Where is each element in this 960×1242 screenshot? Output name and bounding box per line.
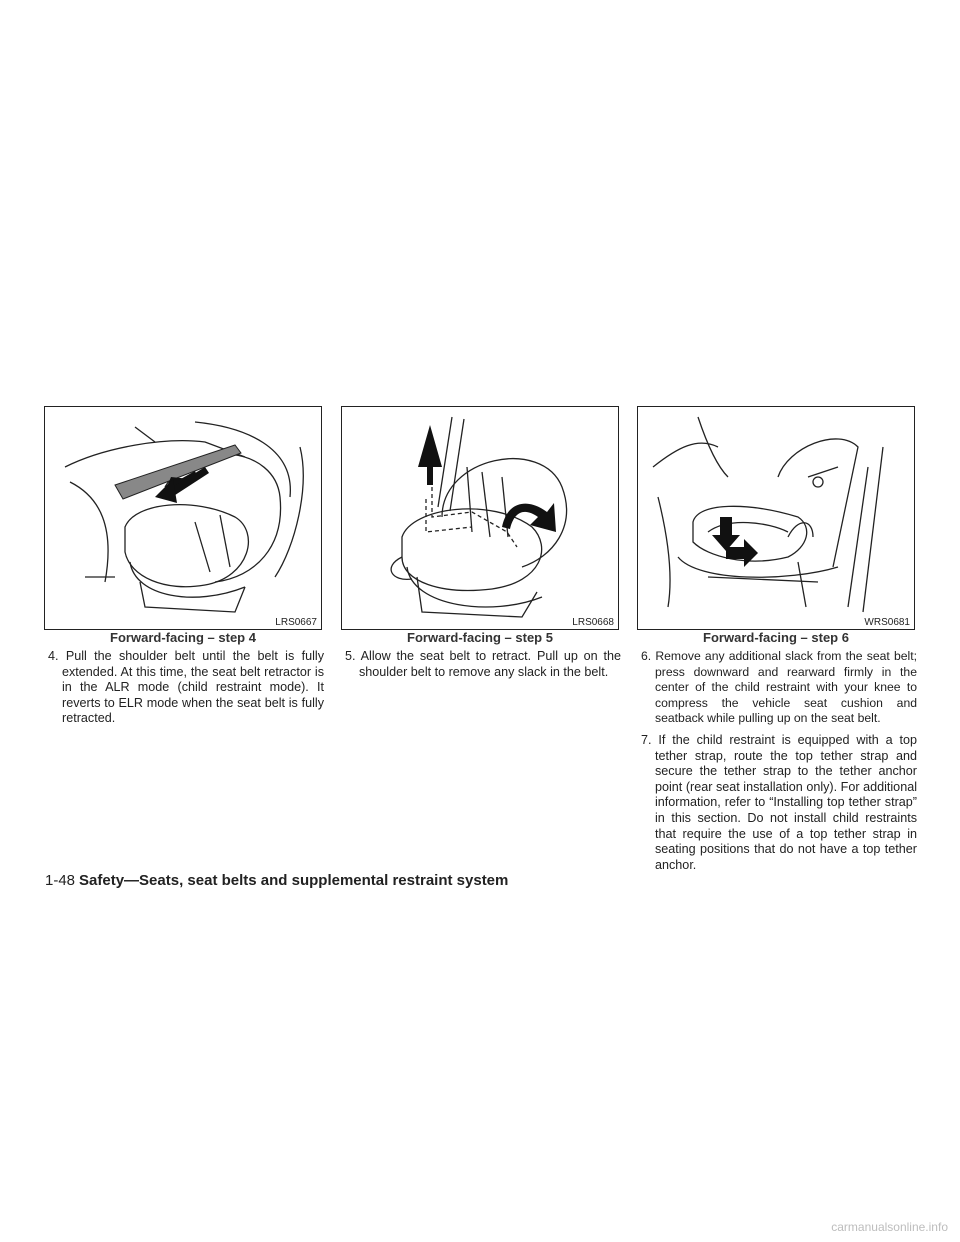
figure-caption: Forward-facing – step 4 bbox=[110, 630, 256, 645]
step-4-text: 4. Pull the shoulder belt until the belt is fully extended. At this time, the seat belt retractor is in the ALR mode (child restraint mode). It reverts to ELR mode when the seat belt is fully retracted. bbox=[48, 649, 324, 726]
figure-step-5 bbox=[341, 406, 619, 630]
step-5-text: 5. Allow the seat belt to retract. Pull up on the shoulder belt to remove any slack in the belt. bbox=[345, 649, 621, 679]
section-title: Safety—Seats, seat belts and supplemental restraint system bbox=[79, 872, 509, 889]
figure-step-6 bbox=[637, 406, 915, 630]
child-seat-illustration-step6 bbox=[638, 407, 914, 629]
step-6-text: 6. Remove any additional slack from the seat belt; press downward and rearward firmly in the center of the child restraint with your knee to compress the vehicle seat cushion and seatback while pulling up on the seat belt. bbox=[641, 649, 917, 726]
watermark: carmanualsonline.info bbox=[831, 1220, 948, 1234]
figure-code: WRS0681 bbox=[864, 617, 910, 628]
curved-arrow-icon bbox=[502, 503, 556, 532]
step-7-text: 7. If the child restraint is equipped with a top tether strap, route the top tether strap and secure the tether strap to the tether anchor point (rear seat installation only). For additional information, refer to “Installing top tether strap” in this section. Do not install child restraints that require the use of a top tether strap in seating positions that do not have a top tether anchor. bbox=[641, 733, 917, 872]
up-arrow-icon bbox=[418, 425, 442, 485]
figure-caption: Forward-facing – step 6 bbox=[703, 630, 849, 645]
child-seat-illustration-step4 bbox=[45, 407, 321, 629]
figure-caption: Forward-facing – step 5 bbox=[407, 630, 553, 645]
page-number: 1-48 bbox=[45, 872, 76, 889]
page-footer bbox=[45, 872, 508, 889]
figure-code: LRS0667 bbox=[275, 617, 317, 628]
child-seat-illustration-step5 bbox=[342, 407, 618, 629]
down-arrow-icon bbox=[712, 517, 740, 551]
figure-code: LRS0668 bbox=[572, 617, 614, 628]
figure-step-4 bbox=[44, 406, 322, 630]
